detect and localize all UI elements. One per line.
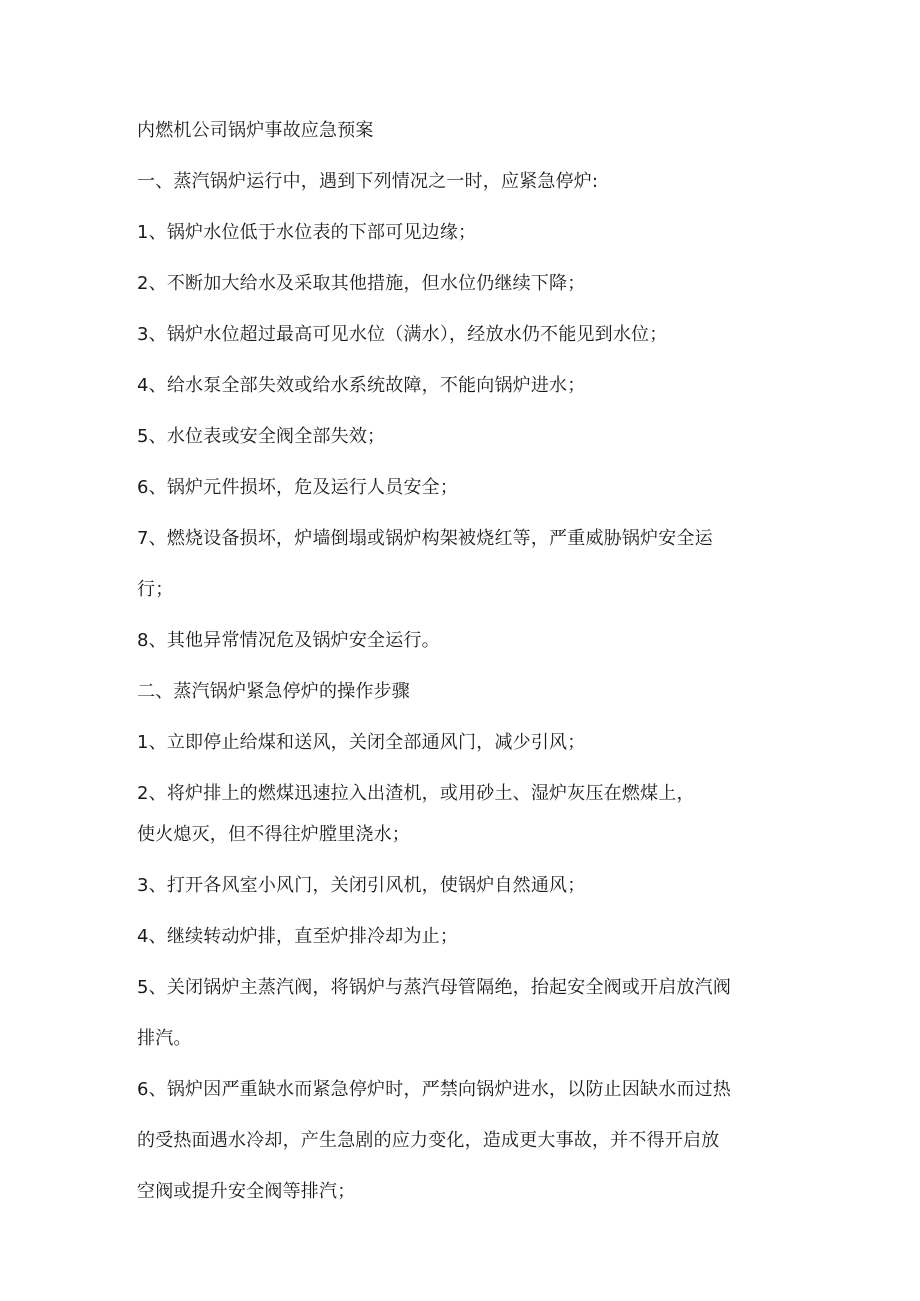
section-2-item-2: 2、将炉排上的燃煤迅速拉入出渣机，或用砂土、湿炉灰压在燃煤上， xyxy=(137,783,695,804)
section-2-item-5-continued: 排汽。 xyxy=(137,1028,192,1049)
section-1-item-3: 3、锅炉水位超过最高可见水位（满水），经放水仍不能见到水位； xyxy=(137,324,668,345)
section-1-item-6: 6、锅炉元件损坏，危及运行人员安全； xyxy=(137,477,459,498)
document-body xyxy=(137,118,797,1230)
section-2-item-1: 1、立即停止给煤和送风，关闭全部通风门，减少引风； xyxy=(137,732,586,753)
section-1-heading: 一、蒸汽锅炉运行中，遇到下列情况之一时，应紧急停炉: xyxy=(137,171,599,192)
section-2-item-3: 3、打开各风室小风门，关闭引风机，使锅炉自然通风； xyxy=(137,875,586,896)
section-2-item-2-continued: 使火熄灭，但不得往炉膛里浇水； xyxy=(137,824,410,845)
section-2-item-6: 6、锅炉因严重缺水而紧急停炉时，严禁向锅炉进水，以防止因缺水而过热 xyxy=(137,1079,732,1100)
section-1-item-4: 4、给水泵全部失效或给水系统故障，不能向锅炉进水； xyxy=(137,375,586,396)
section-1-item-8: 8、其他异常情况危及锅炉安全运行。 xyxy=(137,630,440,651)
section-2-heading: 二、蒸汽锅炉紧急停炉的操作步骤 xyxy=(137,681,410,702)
section-2-item-6-line-3: 空阀或提升安全阀等排汽； xyxy=(137,1181,356,1202)
section-2-item-5: 5、关闭锅炉主蒸汽阀，将锅炉与蒸汽母管隔绝，抬起安全阀或开启放汽阀 xyxy=(137,977,732,998)
section-1-item-7: 7、燃烧设备损坏，炉墙倒塌或锅炉构架被烧红等，严重威胁锅炉安全运 xyxy=(137,528,713,549)
section-2-item-6-line-2: 的受热面遇水冷却，产生急剧的应力变化，造成更大事故，并不得开启放 xyxy=(137,1130,720,1151)
section-1-item-5: 5、水位表或安全阀全部失效； xyxy=(137,426,386,447)
section-1-item-1: 1、锅炉水位低于水位表的下部可见边缘； xyxy=(137,222,477,243)
section-1-item-2: 2、不断加大给水及采取其他措施，但水位仍继续下降； xyxy=(137,273,586,294)
document-title: 内燃机公司锅炉事故应急预案 xyxy=(137,120,374,141)
section-2-item-4: 4、继续转动炉排，直至炉排冷却为止； xyxy=(137,926,459,947)
section-1-item-7-continued: 行； xyxy=(137,579,174,600)
